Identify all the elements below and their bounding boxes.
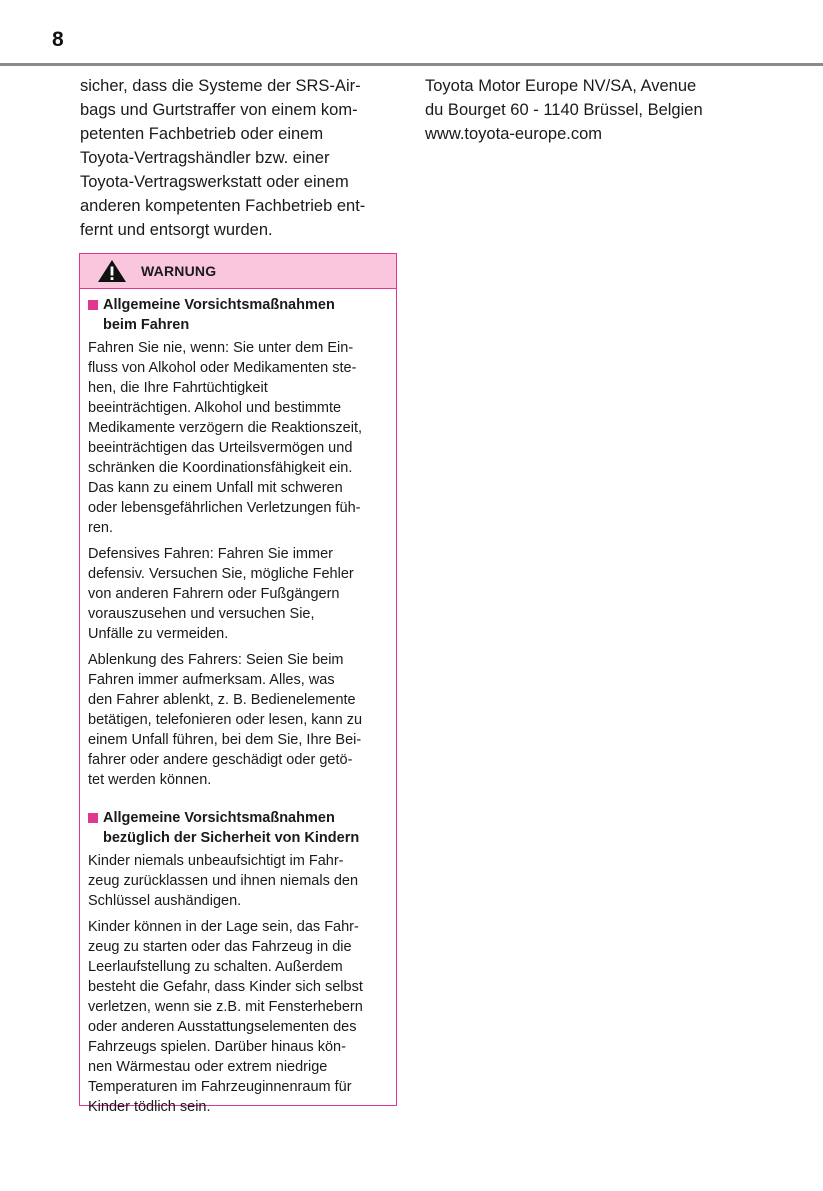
text-line: Defensives Fahren: Fahren Sie immer bbox=[88, 546, 333, 562]
text-line: oder lebensgefährlichen Verletzungen füh- bbox=[88, 500, 361, 516]
text-line: Leerlaufstellung zu schalten. Außerdem bbox=[88, 959, 343, 975]
address-block bbox=[425, 74, 765, 146]
text-line: Ablenkung des Fahrers: Seien Sie beim bbox=[88, 652, 344, 668]
text-line: Kinder können in der Lage sein, das Fahr- bbox=[88, 919, 359, 935]
text-line: Fahrzeugs spielen. Darüber hinaus kön- bbox=[88, 1039, 346, 1055]
section-heading-driving bbox=[88, 295, 388, 335]
text-line: defensiv. Versuchen Sie, mögliche Fehler bbox=[88, 566, 354, 582]
paragraph-children-unattended bbox=[88, 851, 388, 911]
text-line: besteht die Gefahr, dass Kinder sich selbst bbox=[88, 979, 363, 995]
heading-line: Allgemeine Vorsichtsmaßnahmen bbox=[103, 297, 335, 313]
text-line: Kinder tödlich sein. bbox=[88, 1099, 211, 1115]
text-line: betätigen, telefonieren oder lesen, kann zu bbox=[88, 712, 363, 728]
text-line: von anderen Fahrern oder Fußgängern bbox=[88, 586, 340, 602]
left-column bbox=[80, 74, 398, 242]
text-line: beeinträchtigen. Alkohol und bestimmte bbox=[88, 400, 342, 416]
paragraph-children-dangers bbox=[88, 917, 388, 1117]
text-line: den Fahrer ablenkt, z. B. Bedienelemente bbox=[88, 692, 356, 708]
address-line: Toyota Motor Europe NV/SA, Avenue bbox=[425, 77, 697, 95]
warning-triangle-icon bbox=[97, 259, 127, 283]
page-number: 8 bbox=[52, 28, 64, 51]
intro-paragraph bbox=[80, 74, 398, 242]
text-line: tet werden können. bbox=[88, 772, 212, 788]
text-line: sicher, dass die Systeme der SRS-Air- bbox=[80, 77, 361, 95]
text-line: ren. bbox=[88, 520, 113, 536]
paragraph-driver-distraction bbox=[88, 650, 388, 790]
text-line: nen Wärmestau oder extrem niedrige bbox=[88, 1059, 328, 1075]
pink-square-bullet-icon bbox=[88, 813, 98, 823]
text-line: verletzen, wenn sie z.B. mit Fensterhebern bbox=[88, 999, 363, 1015]
heading-line: beim Fahren bbox=[103, 317, 190, 333]
section-heading-child-safety bbox=[88, 808, 388, 848]
text-line: fluss von Alkohol oder Medikamenten ste- bbox=[88, 360, 357, 376]
text-line: vorauszusehen und versuchen Sie, bbox=[88, 606, 315, 622]
text-line: Toyota-Vertragshändler bzw. einer bbox=[80, 149, 330, 167]
text-line: Temperaturen im Fahrzeuginnenraum für bbox=[88, 1079, 352, 1095]
pink-square-bullet-icon bbox=[88, 300, 98, 310]
text-line: zeug zu starten oder das Fahrzeug in die bbox=[88, 939, 352, 955]
text-line: Schlüssel aushändigen. bbox=[88, 893, 242, 909]
text-line: Fahren immer aufmerksam. Alles, was bbox=[88, 672, 335, 688]
text-line: petenten Fachbetrieb oder einem bbox=[80, 125, 324, 143]
text-line: beeinträchtigen das Urteilsvermögen und bbox=[88, 440, 353, 456]
right-column bbox=[425, 74, 765, 146]
warning-content bbox=[80, 289, 396, 1117]
text-line: anderen kompetenten Fachbetrieb ent- bbox=[80, 197, 366, 215]
text-line: fernt und entsorgt wurden. bbox=[80, 221, 273, 239]
paragraph-alcohol bbox=[88, 338, 388, 538]
section-spacer bbox=[88, 796, 388, 806]
warning-box bbox=[79, 253, 397, 1115]
text-line: zeug zurücklassen und ihnen niemals den bbox=[88, 873, 359, 889]
text-line: oder anderen Ausstattungselementen des bbox=[88, 1019, 357, 1035]
text-line: bags und Gurtstraffer von einem kom- bbox=[80, 101, 358, 119]
text-line: schränken die Koordinationsfähigkeit ein. bbox=[88, 460, 353, 476]
text-line: Fahren Sie nie, wenn: Sie unter dem Ein- bbox=[88, 340, 354, 356]
text-line: Unfälle zu vermeiden. bbox=[88, 626, 229, 642]
text-line: Das kann zu einem Unfall mit schweren bbox=[88, 480, 343, 496]
paragraph-defensive-driving bbox=[88, 544, 388, 644]
header-rule bbox=[0, 63, 823, 66]
text-line: hen, die Ihre Fahrtüchtigkeit bbox=[88, 380, 268, 396]
address-line: du Bourget 60 - 1140 Brüssel, Belgien bbox=[425, 101, 703, 119]
heading-line: bezüglich der Sicherheit von Kindern bbox=[103, 830, 360, 846]
heading-line: Allgemeine Vorsichtsmaßnahmen bbox=[103, 810, 335, 826]
warning-header bbox=[80, 254, 396, 289]
text-line: Kinder niemals unbeaufsichtigt im Fahr- bbox=[88, 853, 344, 869]
warning-title: WARNUNG bbox=[141, 263, 217, 279]
text-line: Toyota-Vertragswerkstatt oder einem bbox=[80, 173, 349, 191]
text-line: einem Unfall führen, bei dem Sie, Ihre Bei- bbox=[88, 732, 362, 748]
text-line: Medikamente verzögern die Reaktionszeit, bbox=[88, 420, 363, 436]
website-text: www.toyota-europe.com bbox=[425, 125, 602, 143]
text-line: fahrer oder andere geschädigt oder getö- bbox=[88, 752, 353, 768]
